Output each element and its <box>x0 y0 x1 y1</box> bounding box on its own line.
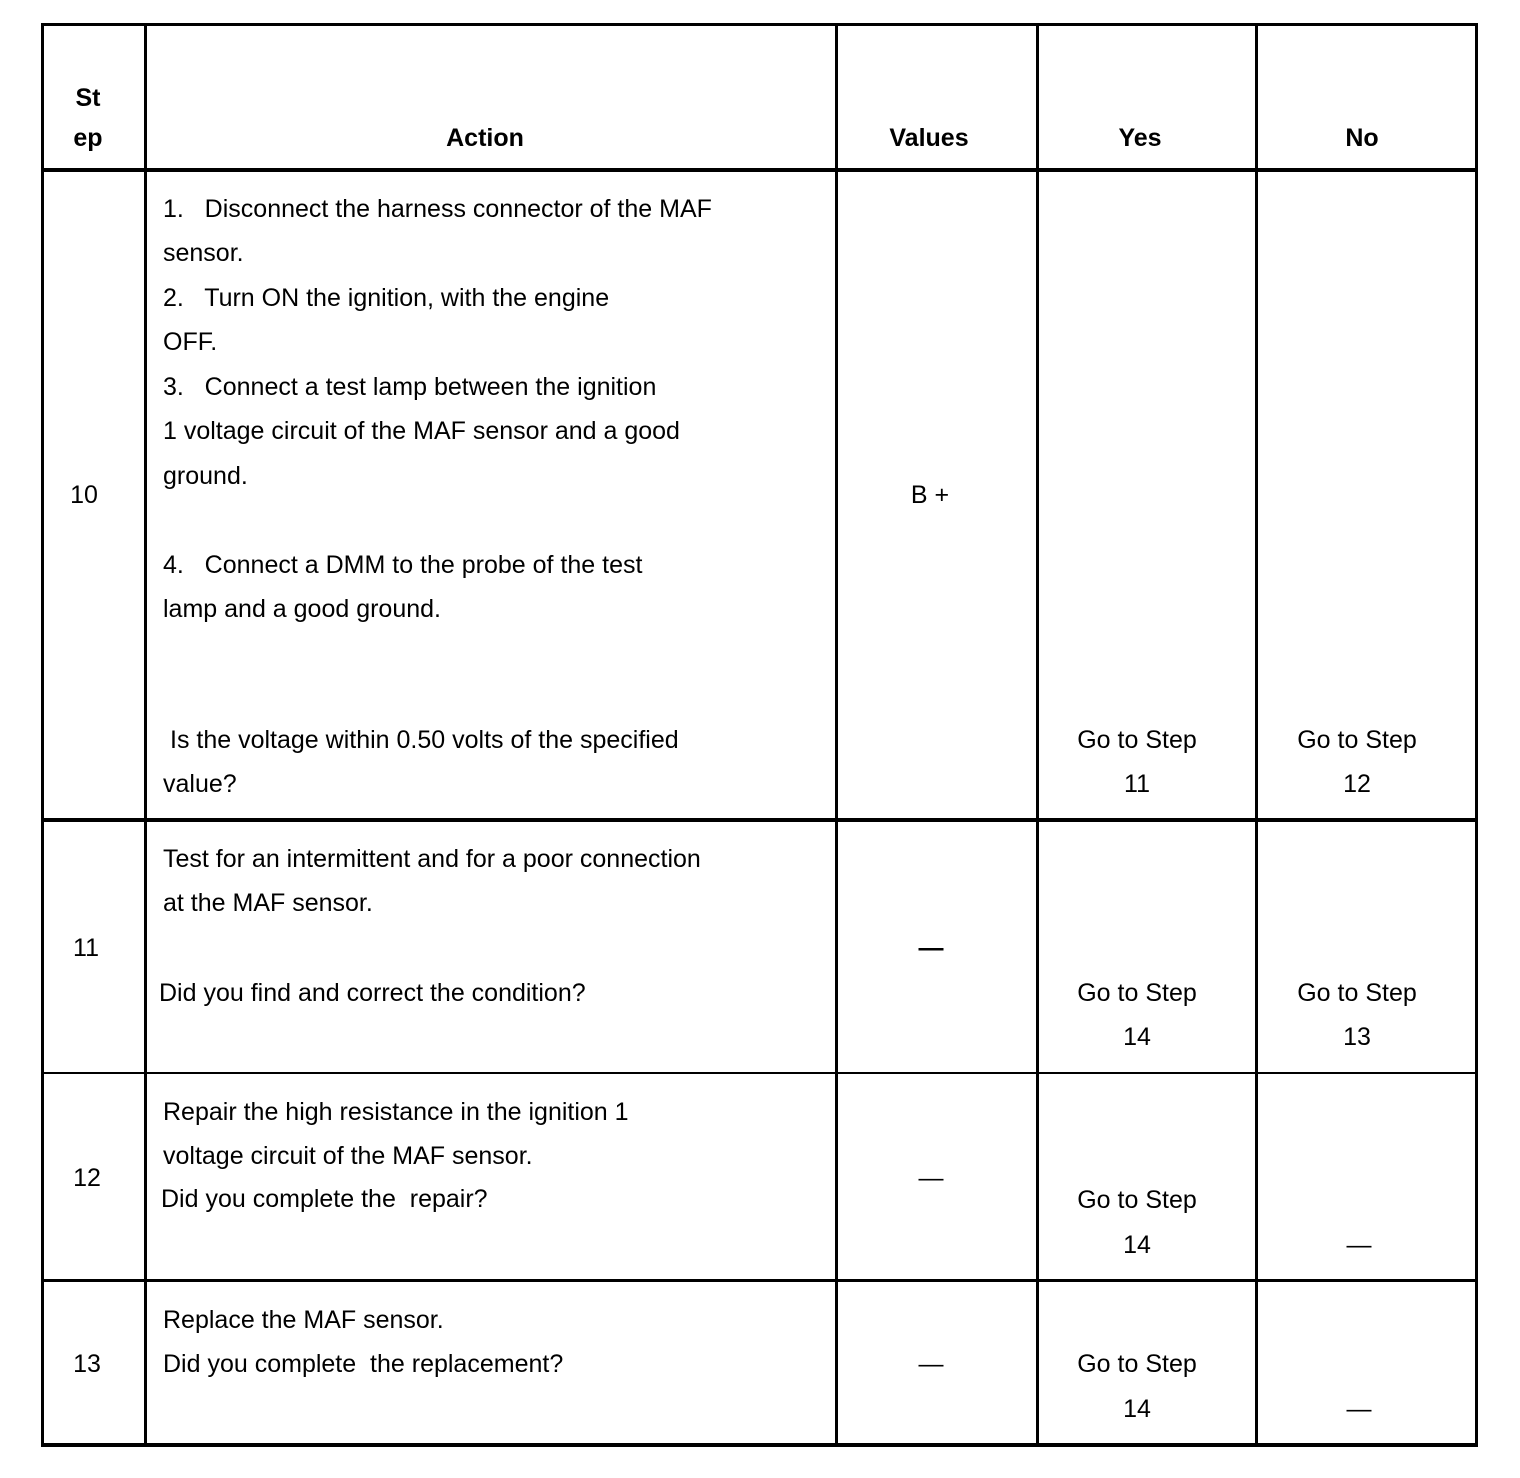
row-11-action-line: at the MAF sensor. <box>163 889 373 917</box>
row-13-yes-line2: 14 <box>1123 1395 1151 1423</box>
column-divider-values <box>1036 23 1039 1447</box>
row-10-action-line: 4. Connect a DMM to the probe of the test <box>163 551 643 579</box>
row-11-value: — <box>918 934 944 962</box>
row-12-question-line: Did you complete the repair? <box>161 1185 488 1213</box>
header-values: Values <box>889 124 969 152</box>
row-13-question-line: Did you complete the replacement? <box>163 1350 564 1378</box>
row-divider-12 <box>41 1279 1478 1282</box>
row-10-question-line: Is the voltage within 0.50 volts of the specified <box>170 726 679 754</box>
row-10-action-line: lamp and a good ground. <box>163 595 441 623</box>
row-11-yes-line2: 14 <box>1123 1023 1151 1051</box>
row-12-action-line: voltage circuit of the MAF sensor. <box>163 1142 533 1170</box>
row-10-action-line: sensor. <box>163 239 244 267</box>
row-10-no-line2: 12 <box>1343 770 1371 798</box>
row-10-action-line: 2. Turn ON the ignition, with the engine <box>163 284 610 312</box>
row-10-question-line: value? <box>163 770 237 798</box>
row-10-no-line1: Go to Step <box>1297 726 1417 754</box>
row-10-value: B + <box>910 481 950 509</box>
row-13-no: — <box>1346 1395 1372 1423</box>
table-border-top <box>41 23 1478 26</box>
header-step-line1: St <box>75 84 101 112</box>
row-10-yes-line2: 11 <box>1124 770 1150 798</box>
row-10-yes-line1: Go to Step <box>1077 726 1197 754</box>
column-divider-yes <box>1255 23 1258 1447</box>
row-12-value: — <box>918 1164 944 1192</box>
header-yes: Yes <box>1118 124 1162 152</box>
row-13-step: 13 <box>73 1350 101 1378</box>
table-border-bottom <box>41 1443 1478 1447</box>
row-10-action-line: 1 voltage circuit of the MAF sensor and a good <box>163 417 680 445</box>
row-13-yes-line1: Go to Step <box>1077 1350 1197 1378</box>
row-divider-11 <box>41 1072 1478 1074</box>
row-12-yes-line1: Go to Step <box>1077 1186 1197 1214</box>
row-11-question-line: Did you find and correct the condition? <box>159 979 586 1007</box>
table-border-left <box>41 23 44 1447</box>
column-divider-step <box>144 23 147 1447</box>
row-13-action-line: Replace the MAF sensor. <box>163 1306 444 1334</box>
header-divider <box>41 168 1478 172</box>
row-11-action-line: Test for an intermittent and for a poor connection <box>163 845 701 873</box>
row-11-step: 11 <box>73 934 99 962</box>
row-11-no-line2: 13 <box>1343 1023 1371 1051</box>
row-10-action-line: OFF. <box>163 328 218 356</box>
row-12-yes-line2: 14 <box>1123 1231 1151 1259</box>
row-10-action-line: 1. Disconnect the harness connector of the MAF <box>163 195 712 223</box>
table-border-right <box>1475 23 1478 1447</box>
row-11-no-line1: Go to Step <box>1297 979 1417 1007</box>
header-action: Action <box>446 124 524 152</box>
row-10-action-line: ground. <box>163 462 248 490</box>
row-12-step: 12 <box>73 1164 101 1192</box>
row-10-action-line: 3. Connect a test lamp between the ignition <box>163 373 657 401</box>
column-divider-action <box>835 23 838 1447</box>
header-step-line2: ep <box>73 124 103 152</box>
header-no: No <box>1345 124 1379 152</box>
row-divider-10 <box>41 818 1478 822</box>
row-12-no: — <box>1346 1231 1372 1259</box>
row-11-yes-line1: Go to Step <box>1077 979 1197 1007</box>
row-12-action-line: Repair the high resistance in the ignition 1 <box>163 1098 629 1126</box>
row-10-step: 10 <box>70 481 98 509</box>
row-13-value: — <box>918 1350 944 1378</box>
